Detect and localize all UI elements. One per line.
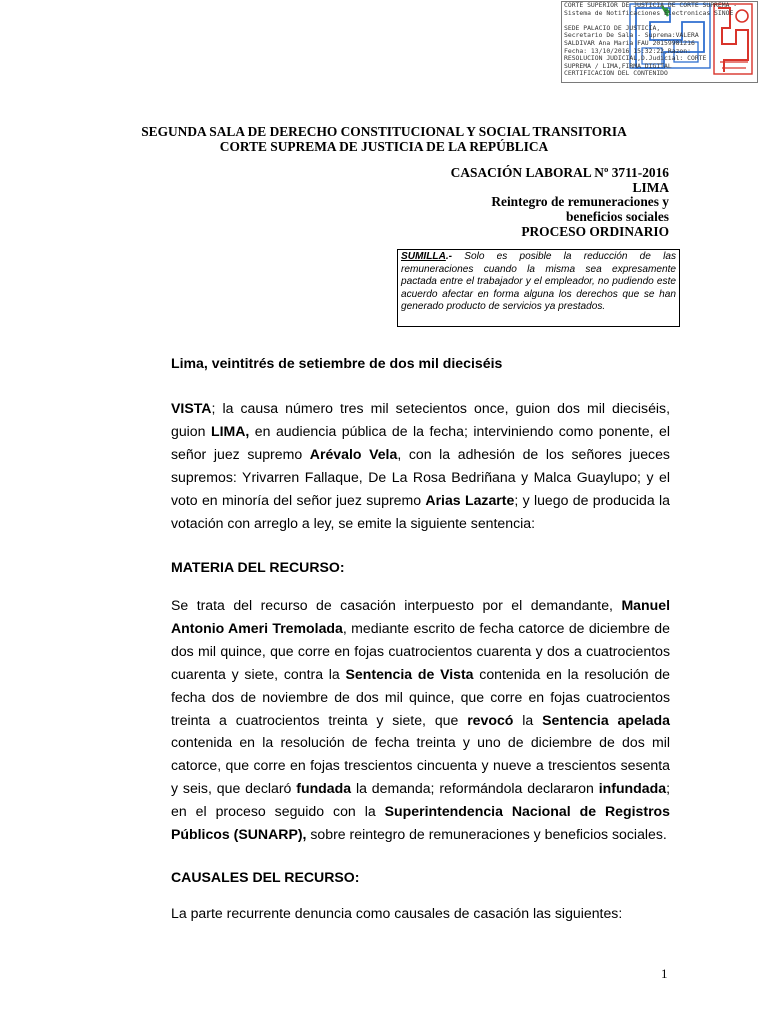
sumilla-text: Solo es posible la reducción de las remuneraciones cuando la misma sea expresamente pactada entre el trabajador y el empleador, no pudiendo este acuerdo afectar en forma alguna los derechos que se han generado producto de servicios ya prestados. [401,251,676,312]
stamp-line: Secretario De Sala - Suprema:VALERA [564,31,699,40]
court-title [0,125,768,154]
vista-text: ; y luego de producida la votación con arreglo a ley, se emite la siguiente sentencia: [171,491,670,531]
vista-paragraph [171,397,670,534]
materia-defendant: Superintendencia Nacional de Registros Públicos (SUNARP), [171,803,671,843]
materia-text: contenida en la resolución de fecha treinta y uno de diciembre de dos mil catorce, que corre en fojas trescientos cincuenta y nueve a trescientos sesenta y seis, que declaró [171,734,670,797]
stamp-line: RESOLUCION JUDICIAL,D.Judicial: CORTE [564,54,707,63]
stamp-line: SUPREMA / LIMA,FIRMA DIGITAL [564,61,672,70]
vista-keyword: VISTA [171,400,212,416]
materia-text: sobre reintegro de remuneraciones y beneficios sociales. [306,826,667,843]
materia-text: la demanda; reformándola declararon [351,780,599,797]
vista-minority-judge: Arias Lazarte [425,491,515,508]
materia-text: Se trata del recurso de casación interpuesto por el demandante, [171,597,622,613]
case-subject-line1: Reintegro de remuneraciones y [491,194,669,210]
sumilla-box [397,249,680,327]
materia-text: , mediante escrito de fecha catorce de diciembre de dos mil quince, que corre en fojas cuatrocientos cuarenta y dos a cuatrocientos cuarenta y siete, contra la [171,619,670,682]
materia-infundada: infundada [598,780,667,797]
stamp-line: Fecha: 13/10/2016 15:32:22,Razon: [564,46,691,55]
vista-text: , con la adhesión de los señores jueces supremos: Yrivarren Fallaque, De La Rosa Bedriñana y Malca Guaylupo; y el voto en minoría del señor juez supremo [171,445,670,508]
stamp-line: SEDE PALACIO DE JUSTICIA, [564,23,661,32]
sumilla-label: SUMILLA [401,251,446,262]
materia-fundada: fundada [296,780,352,797]
stamp-line: SALDIVAR Ana Maria FAU 20159981216 [564,38,695,47]
materia-sentencia-vista: Sentencia de Vista [345,665,474,682]
case-subject-line2: beneficios sociales [565,209,669,225]
materia-sentencia-apelada: Sentencia apelada [542,711,670,728]
materia-text: la [513,711,543,728]
court-name-line1: SEGUNDA SALA DE DERECHO CONSTITUCIONAL Y SOCIAL TRANSITORIA [141,124,627,139]
vista-text: ; la causa número tres mil setecientos once, guion dos mil dieciséis, guion [171,400,670,439]
digital-signature-stamp [561,1,758,83]
materia-heading: MATERIA DEL RECURSO: [171,559,345,575]
materia-paragraph [171,594,670,846]
case-block [451,166,669,240]
sumilla-dash: .- [445,251,453,262]
materia-text: ; en el proceso seguido con la [171,780,670,820]
vista-city: LIMA, [210,422,250,439]
date-line: Lima, veintitrés de setiembre de dos mil dieciséis [171,355,503,371]
vista-text: en audiencia pública de la fecha; interviniendo como ponente, el señor juez supremo [171,422,670,462]
causales-paragraph: La parte recurrente denuncia como causales de casación las siguientes: [171,905,623,921]
court-name-line2: CORTE SUPREMA DE JUSTICIA DE LA REPÚBLICA [219,138,549,154]
stamp-line: CERTIFICACION DEL CONTENIDO [564,69,668,78]
materia-plaintiff: Manuel Antonio Ameri Tremolada [171,597,670,636]
page-number: 1 [661,966,668,981]
case-city: LIMA [632,179,669,195]
materia-text: contenida en la resolución de fecha dos de noviembre de dos mil quince, que corre en fojas cuatrocientos treinta a cuatrocientos treinta y siete, que [171,665,670,728]
vista-ponente: Arévalo Vela [309,445,398,462]
case-process: PROCESO ORDINARIO [521,223,669,239]
stamp-line: CORTE SUPERIOR DE JUSTICIA DE CORTE SUPREMA - [564,2,738,9]
stamp-line: Sistema de Notificaciones Electronicas SINOE [564,8,734,17]
stamp-text [564,2,756,78]
causales-heading: CAUSALES DEL RECURSO: [171,869,360,885]
materia-revoco: revocó [467,711,514,728]
case-number: CASACIÓN LABORAL Nº 3711-2016 [450,165,669,180]
